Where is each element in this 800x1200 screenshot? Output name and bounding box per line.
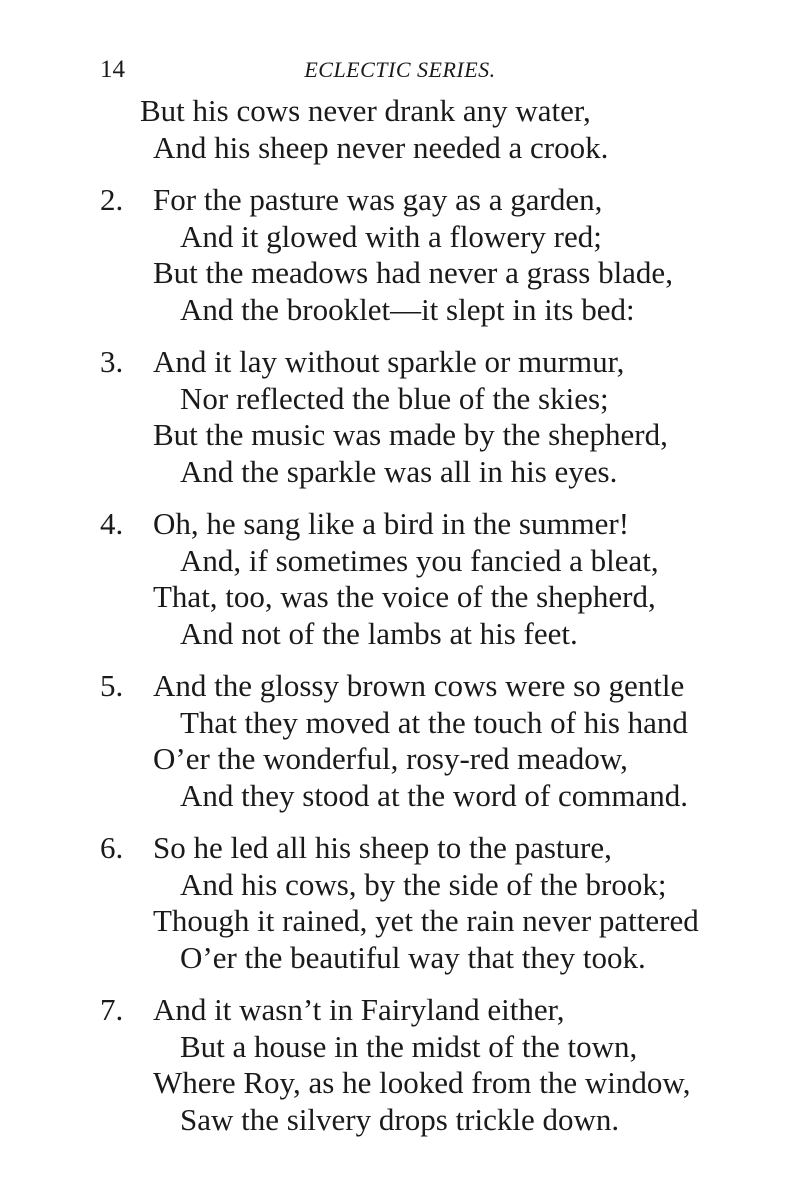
poem-line: Where Roy, as he looked from the window, <box>153 1065 691 1100</box>
poem-line: And his cows, by the side of the brook; <box>180 866 667 902</box>
poem-line: Though it rained, yet the rain never pattered <box>153 903 699 938</box>
stanza-5 <box>0 668 800 814</box>
poem-line: Saw the silvery drops trickle down. <box>180 1101 620 1137</box>
poem-line: And, if sometimes you fancied a bleat, <box>180 542 659 578</box>
poem-line: And the sparkle was all in his eyes. <box>180 453 618 489</box>
stanza-6 <box>0 830 800 976</box>
stanza-number: 5. <box>100 668 124 703</box>
page-header <box>0 52 800 88</box>
stanza-number: 3. <box>100 344 124 379</box>
poem-line: And his sheep never needed a crook. <box>153 129 609 165</box>
poem-line: But his cows never drank any water, <box>140 93 591 128</box>
poem-line: And not of the lambs at his feet. <box>180 615 578 651</box>
stanza-7 <box>0 992 800 1138</box>
poem-line: And it wasn’t in Fairyland either, <box>153 992 565 1027</box>
running-head: ECLECTIC SERIES. <box>304 57 496 82</box>
poem-line: And the brooklet—it slept in its bed: <box>180 291 635 327</box>
stanza-number: 6. <box>100 830 124 865</box>
stanza-2 <box>0 182 800 328</box>
poem-line: And it lay without sparkle or murmur, <box>153 344 625 379</box>
stanza-number: 4. <box>100 506 124 541</box>
poem-line: That, too, was the voice of the shepherd, <box>153 579 656 614</box>
poem-line: So he led all his sheep to the pasture, <box>153 830 612 865</box>
page-number: 14 <box>100 56 125 83</box>
poem-body <box>0 93 800 1138</box>
stanza-4 <box>0 506 800 652</box>
stanza-3 <box>0 344 800 490</box>
poem-line: And they stood at the word of command. <box>180 777 688 813</box>
poem-line: But the meadows had never a grass blade, <box>153 255 673 290</box>
poem-line: Oh, he sang like a bird in the summer! <box>153 506 630 541</box>
poem-line: For the pasture was gay as a garden, <box>153 182 603 217</box>
poem-line: That they moved at the touch of his hand <box>180 704 688 740</box>
continued-stanza <box>0 93 800 166</box>
stanza-number: 2. <box>100 182 124 217</box>
poem-line: O’er the wonderful, rosy-red meadow, <box>153 741 628 776</box>
poem-line: But the music was made by the shepherd, <box>153 417 668 452</box>
poem-line: But a house in the midst of the town, <box>180 1028 638 1064</box>
poem-line: O’er the beautiful way that they took. <box>180 939 646 975</box>
stanza-number: 7. <box>100 992 124 1027</box>
poem-line: And it glowed with a flowery red; <box>180 218 602 254</box>
poem-line: Nor reflected the blue of the skies; <box>180 380 609 416</box>
poem-line: And the glossy brown cows were so gentle <box>153 668 685 703</box>
